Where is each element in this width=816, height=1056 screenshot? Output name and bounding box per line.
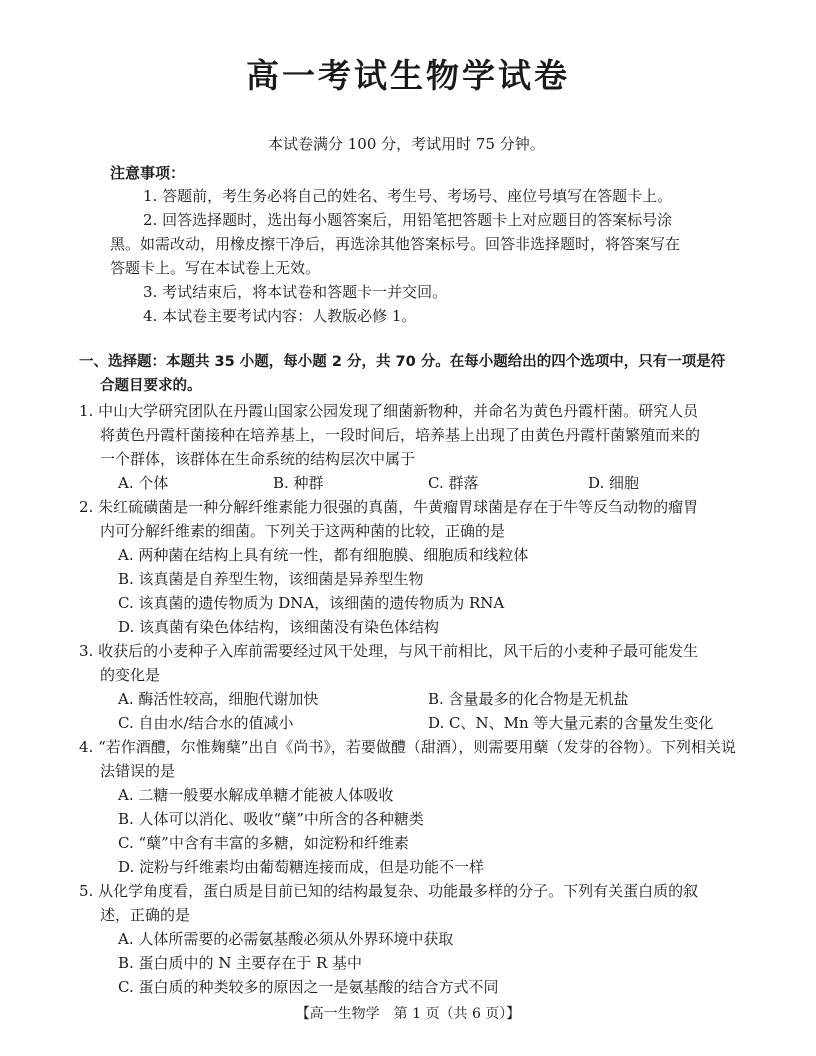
- option-d: D. C、N、Mn 等大量元素的含量发生变化: [428, 714, 714, 732]
- option-b: B. 种群: [273, 474, 324, 492]
- notice-line: 答题卡上。写在本试卷上无效。: [110, 259, 321, 277]
- exam-title: 高一考试生物学试卷: [246, 56, 570, 95]
- page-footer: 【高一生物学 第 1 页（共 6 页）】: [295, 1006, 521, 1022]
- option-b: B. 含量最多的化合物是无机盐: [428, 690, 629, 708]
- option-d: D. 该真菌有染色体结构，该细菌没有染色体结构: [118, 618, 440, 636]
- section-heading: 合题目要求的。: [100, 378, 202, 394]
- question-stem: 5. 从化学角度看，蛋白质是目前已知的结构最复杂、功能最多样的分子。下列有关蛋白质的叙: [79, 882, 699, 900]
- option-a: A. 二糖一般要水解成单糖才能被人体吸收: [118, 786, 394, 804]
- section-heading: 一、选择题：本题共 35 小题，每小题 2 分，共 70 分。在每小题给出的四个选项中，只有一项是符: [79, 354, 726, 370]
- option-b: B. 该真菌是自养型生物，该细菌是异养型生物: [118, 570, 424, 588]
- option-a: A. 人体所需要的必需氨基酸必须从外界环境中获取: [118, 930, 454, 948]
- question-stem: 将黄色丹霞杆菌接种在培养基上，一段时间后，培养基上出现了由黄色丹霞杆菌繁殖而来的: [100, 426, 701, 444]
- notice-line: 2. 回答选择题时，选出每小题答案后，用铅笔把答题卡上对应题目的答案标号涂: [143, 211, 673, 229]
- option-c: C. 该真菌的遗传物质为 DNA，该细菌的遗传物质为 RNA: [118, 594, 505, 612]
- notice-line: 1. 答题前，考生务必将自己的姓名、考生号、考场号、座位号填写在答题卡上。: [143, 187, 673, 205]
- option-c: C. 自由水/结合水的值减小: [118, 714, 294, 732]
- notice-line: 4. 本试卷主要考试内容：人教版必修 1。: [143, 307, 417, 325]
- question-stem: 的变化是: [100, 666, 161, 684]
- option-a: A. 个体: [118, 474, 169, 492]
- question-stem: 内可分解纤维素的细菌。下列关于这两种菌的比较，正确的是: [100, 522, 506, 540]
- option-c: C. “蘖”中含有丰富的多糖，如淀粉和纤维素: [118, 834, 409, 852]
- question-stem: 法错误的是: [100, 762, 176, 780]
- question-stem: 4. “若作酒醴，尔惟麹蘖”出自《尚书》，若要做醴（甜酒），则需要用蘖（发芽的谷物）。下列相关说: [79, 738, 736, 756]
- notice-line: 3. 考试结束后，将本试卷和答题卡一并交回。: [143, 283, 448, 301]
- notice-line: 黑。如需改动，用橡皮擦干净后，再选涂其他答案标号。回答非选择题时，将答案写在: [110, 235, 681, 253]
- option-a: A. 酶活性较高，细胞代谢加快: [118, 690, 319, 708]
- question-stem: 1. 中山大学研究团队在丹霞山国家公园发现了细菌新物种，并命名为黄色丹霞杆菌。研究人员: [79, 402, 699, 420]
- option-a: A. 两种菌在结构上具有统一性，都有细胞膜、细胞质和线粒体: [118, 546, 529, 564]
- option-d: D. 淀粉与纤维素均由葡萄糖连接而成，但是功能不一样: [118, 858, 485, 876]
- option-b: B. 人体可以消化、吸收“蘖”中所含的各种糖类: [118, 810, 424, 828]
- question-stem: 述，正确的是: [100, 906, 191, 924]
- question-stem: 一个群体，该群体在生命系统的结构层次中属于: [100, 450, 416, 468]
- question-stem: 2. 朱红硫磺菌是一种分解纤维素能力很强的真菌，牛黄瘤胃球菌是存在于牛等反刍动物的瘤胃: [79, 498, 699, 516]
- question-stem: 3. 收获后的小麦种子入库前需要经过风干处理，与风干前相比，风干后的小麦种子最可能发生: [79, 642, 699, 660]
- exam-subtitle: 本试卷满分 100 分，考试用时 75 分钟。: [268, 135, 545, 153]
- notice-heading: 注意事项：: [110, 164, 186, 182]
- option-c: C. 蛋白质的种类较多的原因之一是氨基酸的结合方式不同: [118, 978, 499, 996]
- option-d: D. 细胞: [588, 474, 640, 492]
- option-c: C. 群落: [428, 474, 479, 492]
- option-b: B. 蛋白质中的 N 主要存在于 R 基中: [118, 954, 363, 972]
